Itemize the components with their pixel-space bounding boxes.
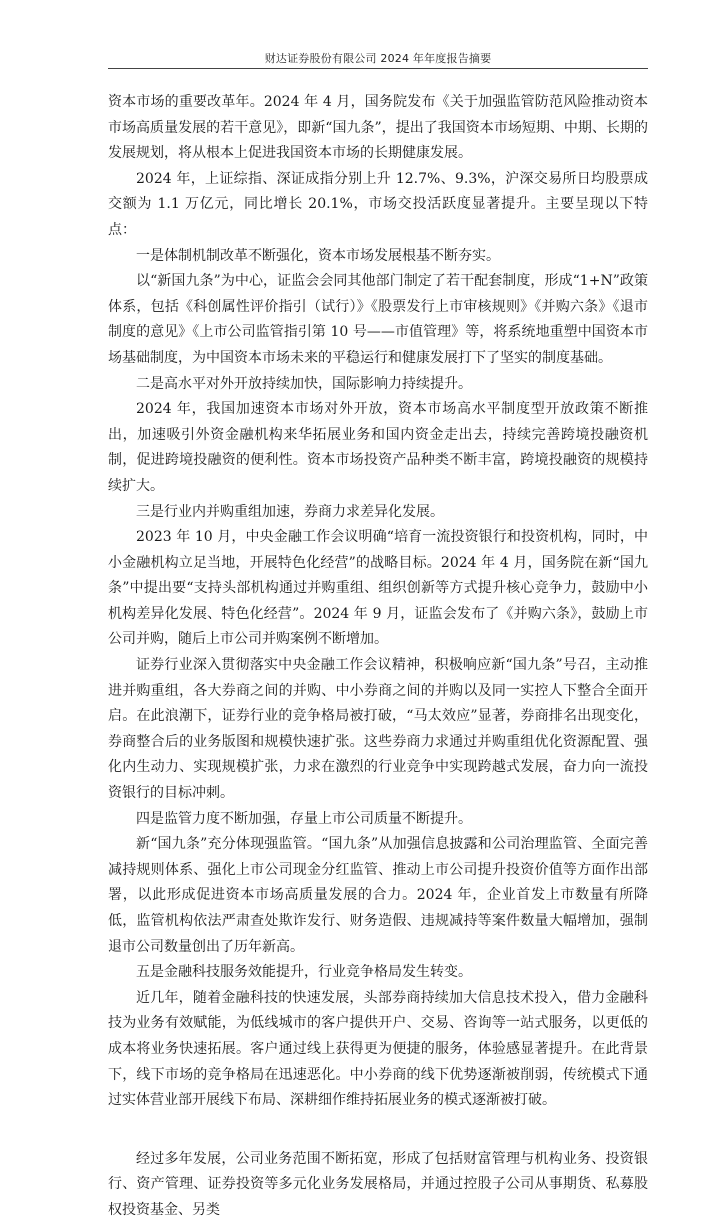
section-point-1: 一是体制机制改革不断强化，资本市场发展根基不断夯实。	[136, 247, 500, 264]
header-divider	[108, 68, 648, 69]
paragraph-point-2-detail: 2024 年，我国加速资本市场对外开放，资本市场高水平制度型开放政策不断推出，加速吸引外资金融机构来华拓展业务和国内资金走出去，持续完善跨境投融资机制，促进跨境投融资的便利性。资本市场投资产品种类不断丰富，跨境投融资的规模持续扩大。	[108, 401, 648, 494]
paragraph-gap	[108, 1114, 648, 1147]
section-point-2: 二是高水平对外开放持续加快，国际影响力持续提升。	[136, 375, 472, 392]
paragraph-company-business: 经过多年发展，公司业务范围不断拓宽，形成了包括财富管理与机构业务、投资银行、资产管理、证券投资等多元化业务发展格局，并通过控股子公司从事期货、私募股权投资基金、另类	[108, 1150, 648, 1218]
section-point-5: 五是金融科技服务效能提升，行业竞争格局发生转变。	[136, 964, 472, 981]
section-point-4: 四是监管力度不断加强，存量上市公司质量不断提升。	[136, 810, 472, 827]
paragraph-point-4-detail: 新“国九条”充分体现强监管。“国九条”从加强信息披露和公司治理监管、全面完善减持规则体系、强化上市公司现金分红监管、推动上市公司提升投资价值等方面作出部署，以此形成促进资本市场高质量发展的合力。2024 年，企业首发上市数量有所降低，监管机构依法严肃查处欺诈发行、财务造假、违规减持等案件数量大幅增加，强制退市公司数量创出了历年新高。	[108, 836, 648, 955]
page-header-title: 财达证券股份有限公司 2024 年年度报告摘要	[264, 52, 492, 65]
paragraph-point-3-detail-a: 2023 年 10 月，中央金融工作会议明确“培育一流投资银行和投资机构，同时，中小金融机构立足当地，开展特色化经营”的战略目标。2024 年 4 月，国务院在新“国九条”中提出要“支持头部机构通过并购重组、组织创新等方式提升核心竞争力，鼓励中小机构差异化发展、特色化经营”。2024 年 9 月，证监会发布了《并购六条》，鼓励上市公司并购，随后上市公司并购案例不断增加。	[108, 529, 648, 648]
section-point-3: 三是行业内并购重组加速，券商力求差异化发展。	[136, 503, 444, 520]
paragraph-point-3-detail-b: 证券行业深入贯彻落实中央金融工作会议精神，积极响应新“国九条”号召，主动推进并购重组，各大券商之间的并购、中小券商之间的并购以及同一实控人下整合全面开启。在此浪潮下，证券行业的竞争格局被打破，“马太效应”显著，券商排名出现变化，券商整合后的业务版图和规模快速扩张。这些券商力求通过并购重组优化资源配置、强化内生动力、实现规模扩张，力求在激烈的行业竞争中实现跨越式发展，奋力向一流投资银行的目标冲刺。	[108, 657, 648, 802]
paragraph-market-overview: 2024 年，上证综指、深证成指分别上升 12.7%、9.3%，沪深交易所日均股票成交额为 1.1 万亿元，同比增长 20.1%，市场交投活跃度显著提升。主要呈现以下特点：	[108, 170, 648, 238]
paragraph-continuation: 资本市场的重要改革年。2024 年 4 月，国务院发布《关于加强监管防范风险推动资本市场高质量发展的若干意见》，即新“国九条”，提出了我国资本市场短期、中期、长期的发展规划，将从根本上促进我国资本市场的长期健康发展。	[108, 94, 648, 162]
paragraph-point-1-detail: 以“新国九条”为中心，证监会会同其他部门制定了若干配套制度，形成“1+N”政策体系，包括《科创属性评价指引（试行）》《股票发行上市审核规则》《并购六条》《退市制度的意见》《上市公司监管指引第 10 号——市值管理》等，将系统地重塑中国资本市场基础制度，为中国资本市场未来的平稳运行和健康发展打下了坚实的制度基础。	[108, 273, 648, 366]
document-body	[108, 90, 648, 1224]
paragraph-point-5-detail: 近几年，随着金融科技的快速发展，头部券商持续加大信息技术投入，借力金融科技为业务有效赋能，为低线城市的客户提供开户、交易、咨询等一站式服务，以更低的成本将业务快速拓展。客户通过线上获得更为便捷的服务，体验感显著提升。在此背景下，线下市场的竞争格局在迅速恶化。中小券商的线下优势逐渐被削弱，传统模式下通过实体营业部开展线下布局、深耕细作维持拓展业务的模式逐渐被打破。	[108, 989, 648, 1109]
